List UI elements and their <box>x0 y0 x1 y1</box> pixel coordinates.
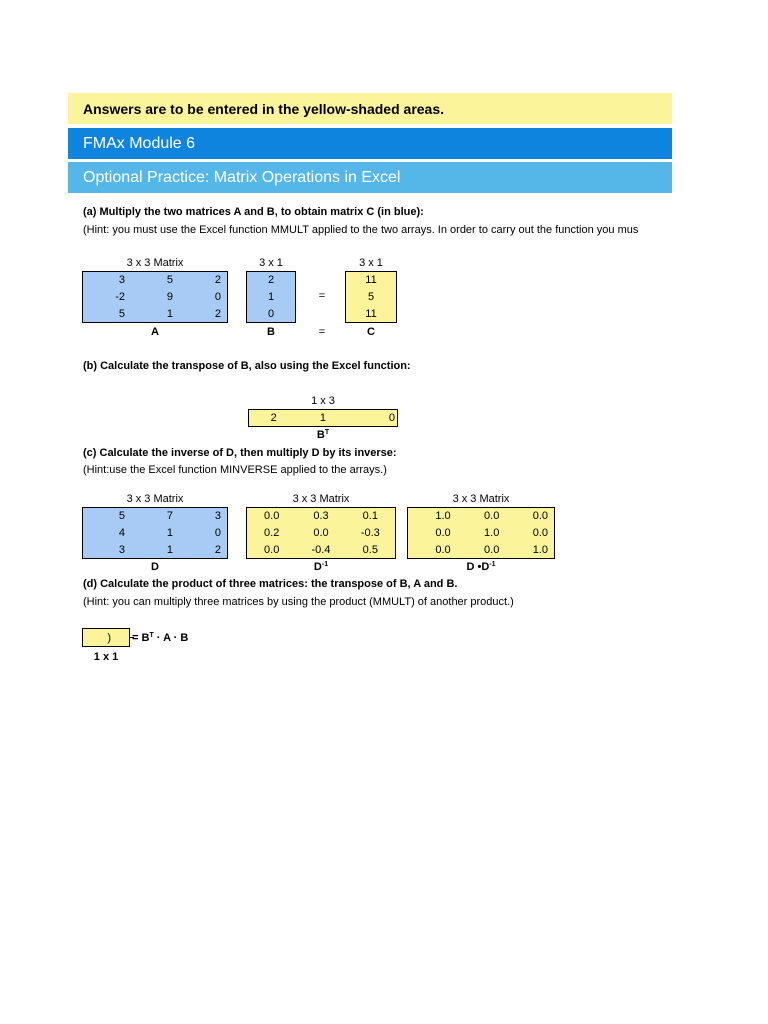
part-a-heading: (a) Multiply the two matrices A and B, to obtain matrix C (in blue): <box>83 206 424 218</box>
matrix-a-cell: 2 <box>214 274 221 287</box>
matrix-d-cell: 3 <box>214 510 221 523</box>
product-formula: = $B^T \cdot A \cdot B$ <box>132 632 189 644</box>
matrix-b-transpose[interactable] <box>248 409 398 427</box>
matrix-b <box>246 271 296 323</box>
matrix-c-caption: 3 x 1 <box>359 257 383 269</box>
matrix-b-cell: 0 <box>267 307 275 320</box>
matrix-d-label: D <box>151 561 159 573</box>
matrix-a-cell: 5 <box>118 307 125 320</box>
matrix-d-inverse-cell[interactable]: 0.5 <box>362 543 378 556</box>
matrix-a-cell: 1 <box>166 307 173 320</box>
part-c-hint: (Hint:use the Excel function MINVERSE applied to the arrays.) <box>83 464 387 476</box>
equals-sign: = <box>318 290 326 302</box>
matrix-b-label: B <box>267 326 275 338</box>
equals-sign-2: = <box>318 326 326 338</box>
matrix-d-times-inverse-cell[interactable]: 0.0 <box>532 510 548 523</box>
matrix-d-times-inverse-cell[interactable]: 1.0 <box>435 510 451 523</box>
matrix-b-caption: 3 x 1 <box>259 257 283 269</box>
subtitle-banner <box>68 162 672 193</box>
matrix-d-times-inverse-cell[interactable]: 0.0 <box>532 526 548 539</box>
product-result-cell[interactable]: ) <box>82 628 130 647</box>
matrix-d-times-inverse-cell[interactable]: 0.0 <box>435 526 451 539</box>
part-c-heading: (c) Calculate the inverse of D, then multiply D by its inverse: <box>83 447 397 459</box>
matrix-c-cell[interactable]: 11 <box>365 274 377 287</box>
matrix-d-cell: 4 <box>118 526 125 539</box>
module-banner <box>68 128 672 159</box>
matrix-d-inverse-cell[interactable]: -0.3 <box>360 526 380 539</box>
matrix-d-cell: 0 <box>214 526 221 539</box>
matrix-c-cell[interactable]: 11 <box>365 307 377 320</box>
matrix-d-cell: 2 <box>214 543 221 556</box>
instructions-banner <box>68 93 672 124</box>
matrix-d-times-inverse-cell[interactable]: 0.0 <box>484 510 500 523</box>
matrix-b-cell: 1 <box>267 290 275 303</box>
transpose-caption: 1 x 3 <box>311 395 335 407</box>
matrix-c-cell[interactable]: 5 <box>367 290 375 303</box>
module-title: FMAx Module 6 <box>83 134 196 152</box>
instructions-text: Answers are to be entered in the yellow-shaded areas. <box>83 100 445 117</box>
matrix-d-inverse-cell[interactable]: 0.0 <box>264 543 280 556</box>
transpose-label: $B^T$ <box>316 429 330 441</box>
matrix-d-inverse-cell[interactable]: 0.1 <box>362 510 378 523</box>
page-subtitle: Optional Practice: Matrix Operations in Excel <box>83 168 401 186</box>
matrix-a-label: A <box>151 326 159 338</box>
matrix-dinv-caption: 3 x 3 Matrix <box>292 493 350 505</box>
matrix-a-cell: 5 <box>166 274 173 287</box>
matrix-c-label: C <box>367 326 375 338</box>
part-d-heading: (d) Calculate the product of three matrices: the transpose of B, A and B. <box>83 578 458 590</box>
matrix-product-caption: 3 x 3 Matrix <box>452 493 510 505</box>
product-size-label: 1 x 1 <box>93 651 119 663</box>
matrix-d-inverse-cell[interactable]: 0.3 <box>313 510 329 523</box>
matrix-d-inverse-cell[interactable]: 0.0 <box>264 510 280 523</box>
matrix-d-cell: 1 <box>166 543 173 556</box>
matrix-d-times-inverse-cell[interactable]: 0.0 <box>435 543 451 556</box>
matrix-a <box>82 271 228 323</box>
matrix-dinv-label: $D^{-1}$ <box>313 561 329 573</box>
matrix-a-cell: 0 <box>214 290 221 303</box>
matrix-d-inverse[interactable] <box>246 507 396 559</box>
matrix-d-caption: 3 x 3 Matrix <box>126 493 184 505</box>
matrix-a-caption: 3 x 3 Matrix <box>126 257 184 269</box>
part-b-heading: (b) Calculate the transpose of B, also using the Excel function: <box>83 360 411 372</box>
matrix-d-times-inverse-cell[interactable]: 1.0 <box>484 526 500 539</box>
matrix-d-cell: 5 <box>118 510 125 523</box>
matrix-product-label: D $•D^{-1}$ <box>466 561 496 573</box>
matrix-c[interactable] <box>345 271 397 323</box>
matrix-d-cell: 3 <box>118 543 125 556</box>
matrix-b-transpose-cell[interactable]: 2 <box>270 412 277 424</box>
part-d-hint: (Hint: you can multiply three matrices by using the product (MMULT) of another product.) <box>83 596 514 608</box>
part-a-hint: (Hint: you must use the Excel function MMULT applied to the two arrays. In order to carry out the function you mus <box>83 224 639 236</box>
matrix-d <box>82 507 228 559</box>
matrix-b-transpose-cell[interactable]: 1 <box>319 412 327 424</box>
matrix-d-cell: 1 <box>166 526 173 539</box>
matrix-d-inverse-cell[interactable]: 0.0 <box>313 526 329 539</box>
matrix-d-inverse-cell[interactable]: -0.4 <box>311 543 331 556</box>
matrix-d-inverse-cell[interactable]: 0.2 <box>264 526 280 539</box>
matrix-a-cell: -2 <box>115 290 125 303</box>
matrix-a-cell: 3 <box>118 274 125 287</box>
matrix-d-times-inverse[interactable] <box>407 507 555 559</box>
matrix-d-times-inverse-cell[interactable]: 1.0 <box>532 543 548 556</box>
matrix-a-cell: 9 <box>166 290 173 303</box>
matrix-b-transpose-cell[interactable]: 0 <box>388 412 395 424</box>
matrix-d-cell: 7 <box>166 510 173 523</box>
matrix-b-cell: 2 <box>267 274 275 287</box>
matrix-d-times-inverse-cell[interactable]: 0.0 <box>484 543 500 556</box>
matrix-a-cell: 2 <box>214 307 221 320</box>
